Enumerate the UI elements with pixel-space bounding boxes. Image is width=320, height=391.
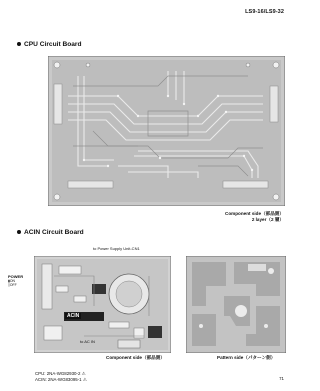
power-off-label: OFF xyxy=(9,283,17,287)
acin-board-code: ACIN xyxy=(67,313,80,319)
page-header-model: LS9-16/LS9-32 xyxy=(245,9,284,15)
power-label: POWER xyxy=(8,274,24,279)
cpu-section-title xyxy=(17,41,82,48)
footer-cpu-part: CPU: 2NA-WG82930-2 ⚠ xyxy=(35,371,86,376)
bullet-icon xyxy=(17,42,21,46)
cpu-caption-line2: 2 layer（2 層） xyxy=(251,217,284,222)
acin-title-text: ACIN Circuit Board xyxy=(24,229,84,236)
acin-pattern-board-image xyxy=(186,256,286,353)
footer-part-numbers xyxy=(35,371,87,382)
cpu-caption-line1: Component side（部品側） xyxy=(225,211,284,216)
footer-acin-part: ACIN: 2NA-WG83095-1 ⚠ xyxy=(35,376,87,382)
cpu-circuit-board-image xyxy=(48,56,285,206)
cpu-caption xyxy=(225,211,284,223)
page-number: 71 xyxy=(279,376,284,381)
to-power-supply-label: to Power Supply Unit-CN1 xyxy=(93,246,140,251)
power-switch-legend xyxy=(8,274,28,287)
acin-component-board-image xyxy=(34,256,171,353)
power-on-icon: ▮ xyxy=(8,279,10,283)
acin-pattern-caption: Pattern side（パターン側） xyxy=(217,355,276,360)
power-on-label: ON xyxy=(9,279,15,283)
power-off-icon: ▯ xyxy=(8,283,10,287)
to-ac-in-label: to AC IN xyxy=(80,339,95,344)
acin-component-caption: Component side（部品側） xyxy=(106,355,165,360)
bullet-icon xyxy=(17,230,21,234)
acin-section-title xyxy=(17,229,84,236)
cpu-title-text: CPU Circuit Board xyxy=(24,41,82,48)
